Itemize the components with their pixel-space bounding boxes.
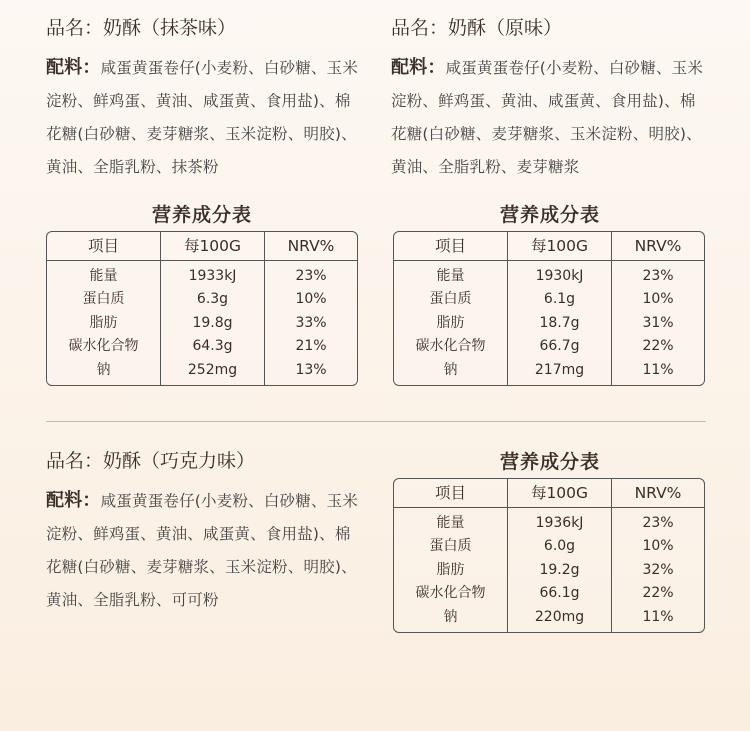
value-carbohydrate: 66.1g — [539, 585, 580, 602]
product-matcha — [46, 15, 236, 41]
nutrition-header-row — [394, 479, 704, 508]
nrv-column — [612, 508, 704, 632]
value-energy: 1933kJ — [188, 268, 237, 284]
item-protein: 蛋白质 — [429, 538, 472, 555]
nutrition-header-row — [394, 232, 704, 261]
header-per100g: 每100G — [161, 232, 265, 260]
value-fat: 19.2g — [539, 561, 580, 578]
header-nrv: NRV% — [634, 237, 682, 255]
ingredients-label: 配料： — [46, 57, 101, 78]
nutrition-header-row — [47, 232, 357, 261]
nrv-column — [265, 261, 357, 385]
nrv-fat: 31% — [642, 314, 674, 331]
item-carbohydrate: 碳水化合物 — [68, 338, 139, 355]
product-chocolate — [46, 448, 255, 474]
items-column — [394, 261, 508, 385]
header-per100g: 每100G — [508, 479, 612, 507]
ingredients-label: 配料： — [46, 490, 101, 511]
ingredients-text: 咸蛋黄蛋卷仔(小麦粉、白砂糖、玉米淀粉、鲜鸡蛋、黄油、咸蛋黄、食用盐)、棉花糖(白砂糖、麦芽糖浆、玉米淀粉、明胶)、黄油、全脂乳粉、麦芽糖浆 — [391, 59, 704, 176]
ingredients-original — [391, 51, 707, 184]
nrv-sodium: 13% — [295, 361, 327, 378]
header-per100g: 每100G — [508, 232, 612, 260]
section-divider — [46, 421, 706, 422]
value-protein: 6.3g — [196, 291, 229, 308]
product-original — [391, 15, 562, 41]
value-carbohydrate: 66.7g — [539, 338, 580, 355]
value-sodium: 220mg — [534, 608, 585, 625]
product-name: 品名：奶酥（巧克力味） — [46, 450, 256, 472]
value-fat: 19.8g — [192, 314, 233, 331]
nrv-protein: 10% — [642, 538, 674, 555]
item-sodium: 钠 — [96, 361, 111, 378]
value-energy: 1936kJ — [535, 515, 584, 531]
nutrition-table-original — [393, 231, 705, 386]
ingredients-label: 配料： — [391, 57, 446, 78]
header-nrv: NRV% — [634, 484, 682, 502]
nrv-carbohydrate: 22% — [642, 338, 674, 355]
nutrition-title: 营养成分表 — [499, 451, 600, 473]
items-column — [47, 261, 161, 385]
nrv-protein: 10% — [295, 291, 327, 308]
header-item: 项目 — [47, 232, 161, 260]
nrv-column — [612, 261, 704, 385]
item-fat: 脂肪 — [436, 314, 465, 331]
per100g-column — [161, 261, 265, 385]
value-sodium: 217mg — [534, 361, 585, 378]
item-energy: 能量 — [436, 515, 465, 531]
per100g-column — [508, 261, 612, 385]
nrv-energy: 23% — [295, 268, 327, 284]
item-energy: 能量 — [89, 268, 118, 284]
value-carbohydrate: 64.3g — [192, 338, 233, 355]
ingredients-chocolate — [46, 484, 362, 617]
nutrition-table-matcha — [46, 231, 358, 386]
item-carbohydrate: 碳水化合物 — [415, 585, 486, 602]
nrv-carbohydrate: 21% — [295, 338, 327, 355]
value-protein: 6.1g — [543, 291, 576, 308]
item-energy: 能量 — [436, 268, 465, 284]
item-sodium: 钠 — [443, 608, 458, 625]
nrv-fat: 33% — [295, 314, 327, 331]
item-carbohydrate: 碳水化合物 — [415, 338, 486, 355]
ingredients-text: 咸蛋黄蛋卷仔(小麦粉、白砂糖、玉米淀粉、鲜鸡蛋、黄油、咸蛋黄、食用盐)、棉花糖(白砂糖、麦芽糖浆、玉米淀粉、明胶)、黄油、全脂乳粉、抹茶粉 — [46, 59, 359, 176]
per100g-column — [508, 508, 612, 632]
value-sodium: 252mg — [187, 361, 238, 378]
nrv-sodium: 11% — [642, 608, 674, 625]
nrv-energy: 23% — [642, 515, 674, 531]
nrv-carbohydrate: 22% — [642, 585, 674, 602]
value-fat: 18.7g — [539, 314, 580, 331]
nutrition-table-chocolate — [393, 478, 705, 633]
item-protein: 蛋白质 — [82, 291, 125, 308]
nutrition-title: 营养成分表 — [499, 204, 600, 226]
nutrition-body — [394, 261, 704, 385]
header-nrv: NRV% — [287, 237, 335, 255]
item-fat: 脂肪 — [89, 314, 118, 331]
nutrition-body — [47, 261, 357, 385]
items-column — [394, 508, 508, 632]
item-sodium: 钠 — [443, 361, 458, 378]
value-energy: 1930kJ — [535, 268, 584, 284]
product-name: 品名：奶酥（抹茶味） — [46, 17, 237, 39]
product-name: 品名：奶酥（原味） — [391, 17, 563, 39]
nrv-sodium: 11% — [642, 361, 674, 378]
ingredients-matcha — [46, 51, 362, 184]
value-protein: 6.0g — [543, 538, 576, 555]
header-item: 项目 — [394, 479, 508, 507]
nrv-fat: 32% — [642, 561, 674, 578]
nutrition-body — [394, 508, 704, 632]
nutrition-title: 营养成分表 — [151, 204, 252, 226]
nrv-energy: 23% — [642, 268, 674, 284]
item-protein: 蛋白质 — [429, 291, 472, 308]
nrv-protein: 10% — [642, 291, 674, 308]
ingredients-text: 咸蛋黄蛋卷仔(小麦粉、白砂糖、玉米淀粉、鲜鸡蛋、黄油、咸蛋黄、食用盐)、棉花糖(白砂糖、麦芽糖浆、玉米淀粉、明胶)、黄油、全脂乳粉、可可粉 — [46, 492, 359, 609]
header-item: 项目 — [394, 232, 508, 260]
item-fat: 脂肪 — [436, 561, 465, 578]
